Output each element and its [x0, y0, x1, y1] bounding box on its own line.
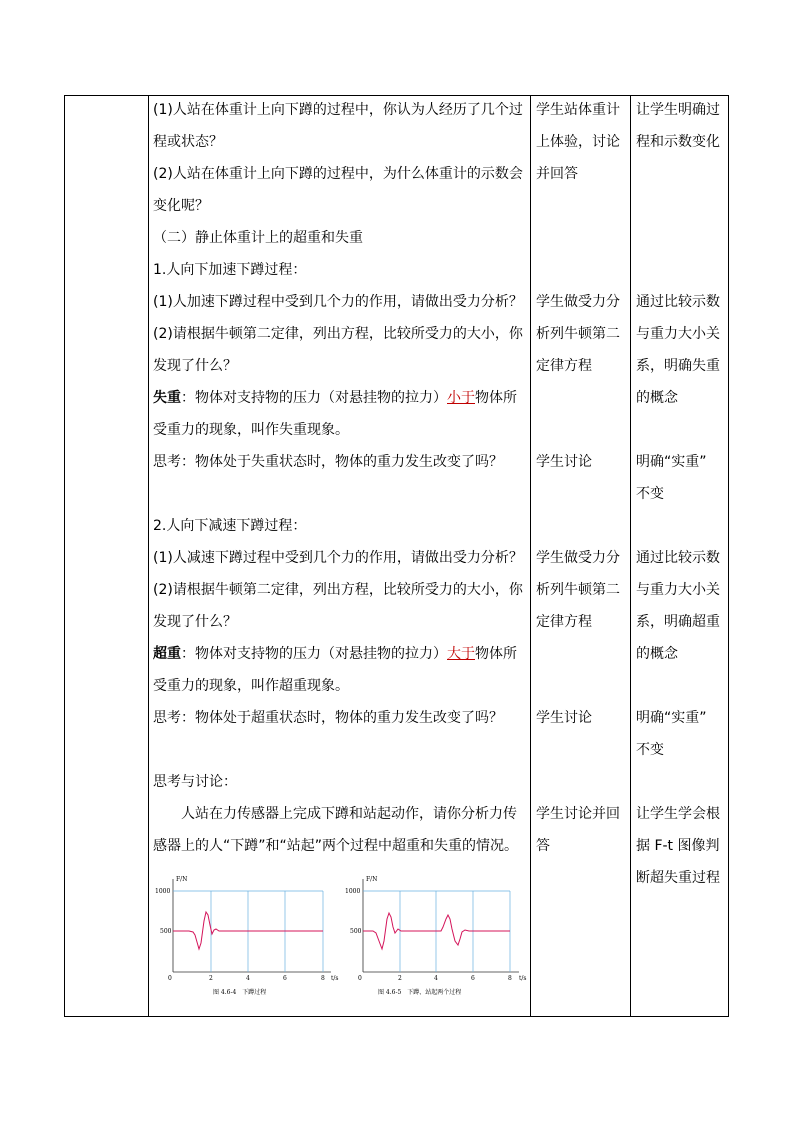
- intent-5: 明确“实重”: [636, 710, 707, 726]
- discussion-heading: 思考与讨论：: [153, 774, 237, 790]
- discussion-text-cont: 感器上的人“下蹲”和“站起”两个过程中超重和失重的情况。: [153, 838, 519, 854]
- lesson-table: [64, 95, 729, 1017]
- think-question-2: 思考：物体处于超重状态时，物体的重力发生改变了吗？: [153, 710, 503, 726]
- intent-5-cont: 不变: [636, 742, 664, 758]
- y-tick-500-2: 500: [350, 928, 362, 935]
- activity-4: 学生做受力分: [536, 550, 620, 566]
- x-tick-6-2: 6: [471, 975, 475, 982]
- column-divider-3: [630, 96, 631, 1016]
- force-curve-squat-stand: [363, 913, 510, 949]
- question-2: (2)人站在体重计上向下蹲的过程中，为什么体重计的示数会: [153, 166, 523, 182]
- activity-1: 学生站体重计: [536, 102, 620, 118]
- intent-4-cont: 与重力大小关: [636, 582, 720, 598]
- y-tick-500: 500: [160, 928, 172, 935]
- x-tick-6: 6: [283, 975, 287, 982]
- subsection-1-q2-cont: 发现了什么？: [153, 358, 237, 374]
- activity-1-cont: 上体验，讨论: [536, 134, 620, 150]
- section-heading: （二）静止体重计上的超重和失重: [153, 230, 363, 246]
- keyword-greater-than: 大于: [447, 646, 475, 662]
- overweight-definition-cont: 受重力的现象，叫作超重现象。: [153, 678, 349, 694]
- y-tick-0: 0: [168, 975, 172, 982]
- subsection-2-q2: (2)请根据牛顿第二定律，列出方程，比较所受力的大小，你: [153, 582, 523, 598]
- x-tick-4: 4: [246, 975, 250, 982]
- x-tick-2-2: 2: [398, 975, 402, 982]
- intent-2-cont: 与重力大小关: [636, 326, 720, 342]
- y-tick-0-2: 0: [358, 975, 362, 982]
- figure-2-caption: 图 4.6-5 下蹲、站起两个过程: [378, 989, 462, 996]
- y-tick-1000: 1000: [155, 888, 171, 895]
- subsection-1: 1.人向下加速下蹲过程：: [153, 262, 307, 278]
- column-divider-1: [148, 96, 149, 1016]
- intent-1-cont: 程和示数变化: [636, 134, 720, 150]
- overweight-definition: 超重：物体对支持物的压力（对悬挂物的拉力）大于物体所: [153, 646, 517, 662]
- intent-3-cont: 不变: [636, 486, 664, 502]
- intent-6-cont2: 断超失重过程: [636, 870, 720, 886]
- weightlessness-definition-cont: 受重力的现象，叫作失重现象。: [153, 422, 349, 438]
- activity-2-cont2: 定律方程: [536, 358, 592, 374]
- intent-4-cont2: 系，明确超重: [636, 614, 720, 630]
- keyword-less-than: 小于: [447, 390, 475, 406]
- intent-6-cont: 据 F-t 图像判: [636, 838, 720, 854]
- question-1: (1)人站在体重计上向下蹲的过程中，你认为人经历了几个过: [153, 102, 523, 118]
- activity-3: 学生讨论: [536, 454, 592, 470]
- subsection-2-q1: (1)人减速下蹲过程中受到几个力的作用，请做出受力分析？: [153, 550, 523, 566]
- subsection-1-q2: (2)请根据牛顿第二定律，列出方程，比较所受力的大小，你: [153, 326, 523, 342]
- intent-4: 通过比较示数: [636, 550, 720, 566]
- think-question-1: 思考：物体处于失重状态时，物体的重力发生改变了吗？: [153, 454, 503, 470]
- subsection-2: 2.人向下减速下蹲过程：: [153, 518, 307, 534]
- discussion-text: 人站在力传感器上完成下蹲和站起动作，请你分析力传: [181, 806, 517, 822]
- activity-2-cont: 析列牛顿第二: [536, 326, 620, 342]
- intent-4-cont3: 的概念: [636, 646, 678, 662]
- question-2-cont: 变化呢？: [153, 198, 209, 214]
- weightlessness-label: 失重: [153, 390, 181, 406]
- overweight-label: 超重: [153, 646, 181, 662]
- x-tick-8-2: 8: [508, 975, 512, 982]
- activity-2: 学生做受力分: [536, 294, 620, 310]
- y-axis-label-2: F/N: [366, 876, 378, 883]
- x-axis-label: t/s: [331, 975, 339, 982]
- intent-3: 明确“实重”: [636, 454, 707, 470]
- figure-1-caption: 图 4.6-4 下蹲过程: [213, 989, 267, 996]
- intent-2-cont3: 的概念: [636, 390, 678, 406]
- activity-1-cont2: 并回答: [536, 166, 578, 182]
- intent-6: 让学生学会根: [636, 806, 720, 822]
- intent-2: 通过比较示数: [636, 294, 720, 310]
- intent-1: 让学生明确过: [636, 102, 720, 118]
- x-tick-8: 8: [321, 975, 325, 982]
- x-tick-2: 2: [209, 975, 213, 982]
- y-axis-label: F/N: [176, 876, 188, 883]
- intent-2-cont2: 系，明确失重: [636, 358, 720, 374]
- y-tick-1000-2: 1000: [345, 888, 361, 895]
- question-1-cont: 程或状态？: [153, 134, 223, 150]
- x-axis-label-2: t/s: [519, 975, 527, 982]
- subsection-1-q1: (1)人加速下蹲过程中受到几个力的作用，请做出受力分析？: [153, 294, 523, 310]
- activity-4-cont: 析列牛顿第二: [536, 582, 620, 598]
- force-time-graph-squat: [151, 869, 351, 1004]
- activity-6: 学生讨论并回: [536, 806, 620, 822]
- force-time-graph-squat-stand: [343, 869, 543, 1004]
- activity-4-cont2: 定律方程: [536, 614, 592, 630]
- weightlessness-definition: 失重：物体对支持物的压力（对悬挂物的拉力）小于物体所: [153, 390, 517, 406]
- activity-5: 学生讨论: [536, 710, 592, 726]
- subsection-2-q2-cont: 发现了什么？: [153, 614, 237, 630]
- activity-6-cont: 答: [536, 838, 550, 854]
- x-tick-4-2: 4: [434, 975, 438, 982]
